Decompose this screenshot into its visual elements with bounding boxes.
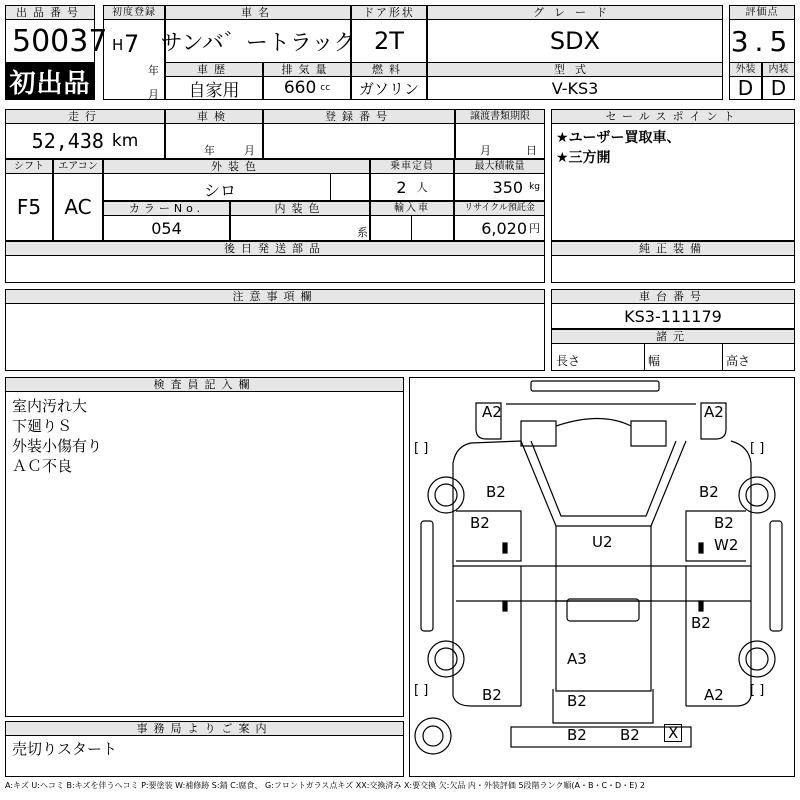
damage-mark: U2 [592,533,613,551]
import-cell [370,215,454,241]
office-text: 売切りスタート [12,740,118,758]
wheel-rear-right [739,477,775,513]
model: V-KS3 [427,76,723,100]
car-outline [410,378,794,776]
side-right [770,521,782,631]
month-unit: 月 [148,88,159,101]
color-divider [330,174,331,200]
transfer-label: 譲渡書類期限 [455,109,545,124]
dims-divider [644,344,645,370]
mileage: 52,438 [31,129,104,153]
first-reg-label: 初度登録 [103,5,165,20]
history-label: 車歴 [165,62,263,77]
damage-mark: B2 [470,514,490,532]
displacement [263,76,351,100]
recycle-label: リサイクル預託金 [454,201,545,216]
bracket-mark: [ ] [414,683,429,698]
era: H [112,36,124,54]
ac-label: エアコン [53,159,103,174]
reg-no-label: 登録番号 [263,109,455,124]
damage-mark: B2 [714,514,734,532]
capacity-cell [370,173,454,201]
interior-color-label: 内装色 [230,201,370,216]
damage-mark: A2 [704,686,724,704]
int-grade: D [762,76,795,100]
bracket-mark: [ ] [750,441,765,456]
first-reg-cell [103,19,165,100]
inspector-line: 外装小傷有り [12,437,103,455]
fuel-label: 燃料 [351,62,427,77]
damage-mark: B2 [486,483,506,501]
sales-points-cell [551,123,795,241]
shift-label: シフト [5,159,53,174]
chassis-no: KS3-111179 [551,303,795,329]
spare-wheel [415,718,451,754]
displacement-unit: cc [320,83,331,93]
damage-mark: X [664,724,682,742]
sales-point: ★三方開 [556,150,611,166]
bracket-mark: [ ] [750,683,765,698]
year-unit: 年 [148,64,159,77]
reg-no-cell [263,123,455,159]
damage-mark: B2 [620,726,640,744]
recycle-cell [454,215,545,241]
ext-grade: D [729,76,762,100]
capacity-label: 乗車定員 [370,159,454,174]
ac: AC [53,173,103,241]
door-type: 2T [351,19,427,63]
damage-mark: B2 [482,686,502,704]
first-listing-badge: 初出品 [5,62,95,100]
damage-mark: B2 [567,692,587,710]
recycle: 6,020 [481,218,527,238]
car-name-label: 車名 [165,5,351,20]
reg-year: 7 [124,30,140,58]
car-name: サンバ゛ートラック [165,19,351,63]
later-parts-cell [5,255,545,283]
wheel-front-left [428,641,464,677]
score: 3.5 [729,19,795,63]
inspector-notes [5,391,404,717]
damage-mark: A2 [704,403,724,421]
sales-point: ★ユーザー買取車、 [556,130,681,146]
damage-mark: B2 [699,483,719,501]
load-label: 最大積載量 [454,159,545,174]
cab-window [567,599,639,621]
wheel-rear-left [428,477,464,513]
genuine-equip-cell [551,255,795,283]
office-notes [5,735,404,777]
inspection-cell [165,123,263,159]
mileage-cell [5,123,165,159]
cargo-bed-taper [521,441,686,526]
interior-color-cell [230,215,370,241]
import-label: 輸入車 [370,201,454,216]
color-no-label: カラーNo. [103,201,230,216]
car-diagram [409,377,795,777]
dims-cell [551,343,795,371]
later-parts-label: 後日発送部品 [5,241,545,256]
rear-bumper-top [531,381,659,391]
load-cell [454,173,545,201]
damage-mark: W2 [714,536,739,554]
inspection-label: 車検 [165,109,263,124]
import-divider [411,216,412,240]
shift: F5 [5,173,53,241]
damage-mark: A2 [482,403,502,421]
inspector-line: 下廻りＳ [12,417,73,435]
int-grade-label: 内装 [762,62,795,77]
color-cell [103,173,370,201]
transfer-cell [455,123,545,159]
fuel: ガソリン [351,76,427,100]
load: 350 [492,177,524,197]
dims-divider [722,344,723,370]
capacity: 2 [396,177,407,197]
color-no: 054 [103,215,230,241]
sales-points-label: セールスポイント [551,109,795,124]
mileage-label: 走行 [5,109,165,124]
chassis-label: 車台番号 [551,289,795,304]
interior-color-unit: 系 [357,226,368,239]
caution-cell [5,303,545,371]
inspector-label: 検査員記入欄 [5,377,404,392]
bracket-mark: [ ] [414,441,429,456]
ext-grade-label: 外装 [729,62,762,77]
lot-number: 50037 [5,19,95,63]
wheel-front-right [739,641,775,677]
legend: A:キズ U:ヘコミ B:キズを伴うヘコミ P:要塗装 W:補修跡 S:錆 C:腐食、 G:フロントガラス点キズ XX:交換済み X:要交換 欠:欠品 内・外装評価 5段階ランク順(A・B・C・D・E) 2 [5,781,646,790]
displacement-value: 660 [283,78,317,98]
transfer-day: 日 [526,144,537,157]
damage-mark: B2 [691,614,711,632]
model-label: 型式 [427,62,723,77]
inspector-line: ＡＣ不良 [12,457,73,475]
capacity-unit: 人 [416,181,428,194]
width-label: 幅 [648,354,661,368]
transfer-month: 月 [480,144,491,157]
door-label: ドア形状 [351,5,427,20]
height-label: 高さ [726,354,751,368]
mileage-unit: km [111,131,139,151]
dims-label: 諸元 [551,329,795,344]
inspector-line: 室内汚れ大 [12,397,88,415]
displacement-label: 排気量 [263,62,351,77]
insp-month-unit: 月 [244,144,255,157]
length-label: 長さ [556,354,581,368]
side-left [421,521,433,631]
caution-label: 注意事項欄 [5,289,545,304]
load-unit: kg [529,182,540,192]
genuine-equip-label: 純正装備 [551,241,795,256]
history: 自家用 [165,76,263,100]
damage-mark: B2 [567,726,587,744]
recycle-unit: 円 [529,222,540,235]
grade: SDX [427,19,723,63]
damage-mark: A3 [567,650,587,668]
tail-lamps [521,421,666,446]
lot-no-label: 出品番号 [5,5,95,20]
score-label: 評価点 [729,5,795,20]
insp-year-unit: 年 [204,144,215,157]
grade-label: グレード [427,5,723,20]
color-label: 外装色 [103,159,370,174]
office-label: 事務局よりご案内 [5,721,404,736]
color: シロ [204,181,237,200]
